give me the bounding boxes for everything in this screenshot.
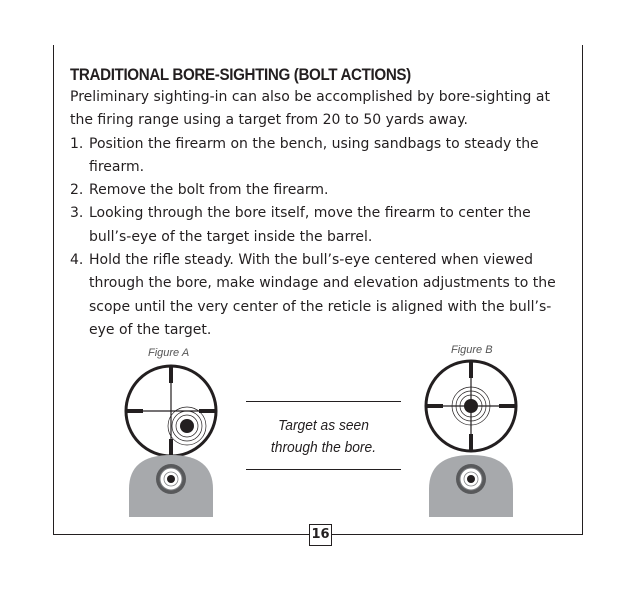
caption-top-rule (246, 401, 401, 402)
frame-bottom-rule-right (330, 534, 583, 535)
figure-b-label: Figure B (451, 344, 493, 356)
figure-a-bore-view (129, 455, 213, 517)
caption-bottom-rule (246, 469, 401, 470)
figure-caption (252, 415, 395, 459)
page-number: 16 (309, 524, 332, 546)
steps-list (70, 133, 570, 343)
caption-line-2: through the bore. (270, 439, 377, 456)
step-text: Position the firearm on the bench, using sandbags to steady the firearm. (89, 135, 539, 175)
caption-line-1: Target as seen (278, 417, 369, 434)
step-number: 3. (70, 205, 84, 222)
step-text: Hold the rifle steady. With the bull’s-eye centered when viewed through the bore, make windage and elevation adjustments to the scope until the very center of the reticle is aligned with the bull’s-eye of the target. (89, 252, 556, 338)
figure-b-scope-view (421, 356, 521, 456)
step-text: Looking through the bore itself, move the firearm to center the bull’s-eye of the target inside the barrel. (89, 205, 531, 245)
step-item (70, 202, 570, 249)
frame-bottom-rule-left (53, 534, 309, 535)
frame-left-rule (53, 45, 54, 535)
figure-a-scope-view (121, 361, 221, 461)
step-item (70, 179, 570, 202)
body-text (70, 86, 570, 342)
step-number: 2. (70, 182, 84, 199)
step-item (70, 249, 570, 342)
intro-paragraph: Preliminary sighting-in can also be accomplished by bore-sighting at the firing range using a target from 20 to 50 yards away. (70, 89, 550, 129)
step-text: Remove the bolt from the firearm. (89, 182, 329, 199)
step-item (70, 133, 570, 180)
section-heading: TRADITIONAL BORE-SIGHTING (BOLT ACTIONS) (70, 66, 411, 84)
figure-a-label: Figure A (148, 347, 190, 359)
figure-b-bore-view (429, 455, 513, 517)
frame-right-rule (582, 45, 583, 535)
step-number: 1. (70, 135, 84, 152)
step-number: 4. (70, 252, 84, 269)
